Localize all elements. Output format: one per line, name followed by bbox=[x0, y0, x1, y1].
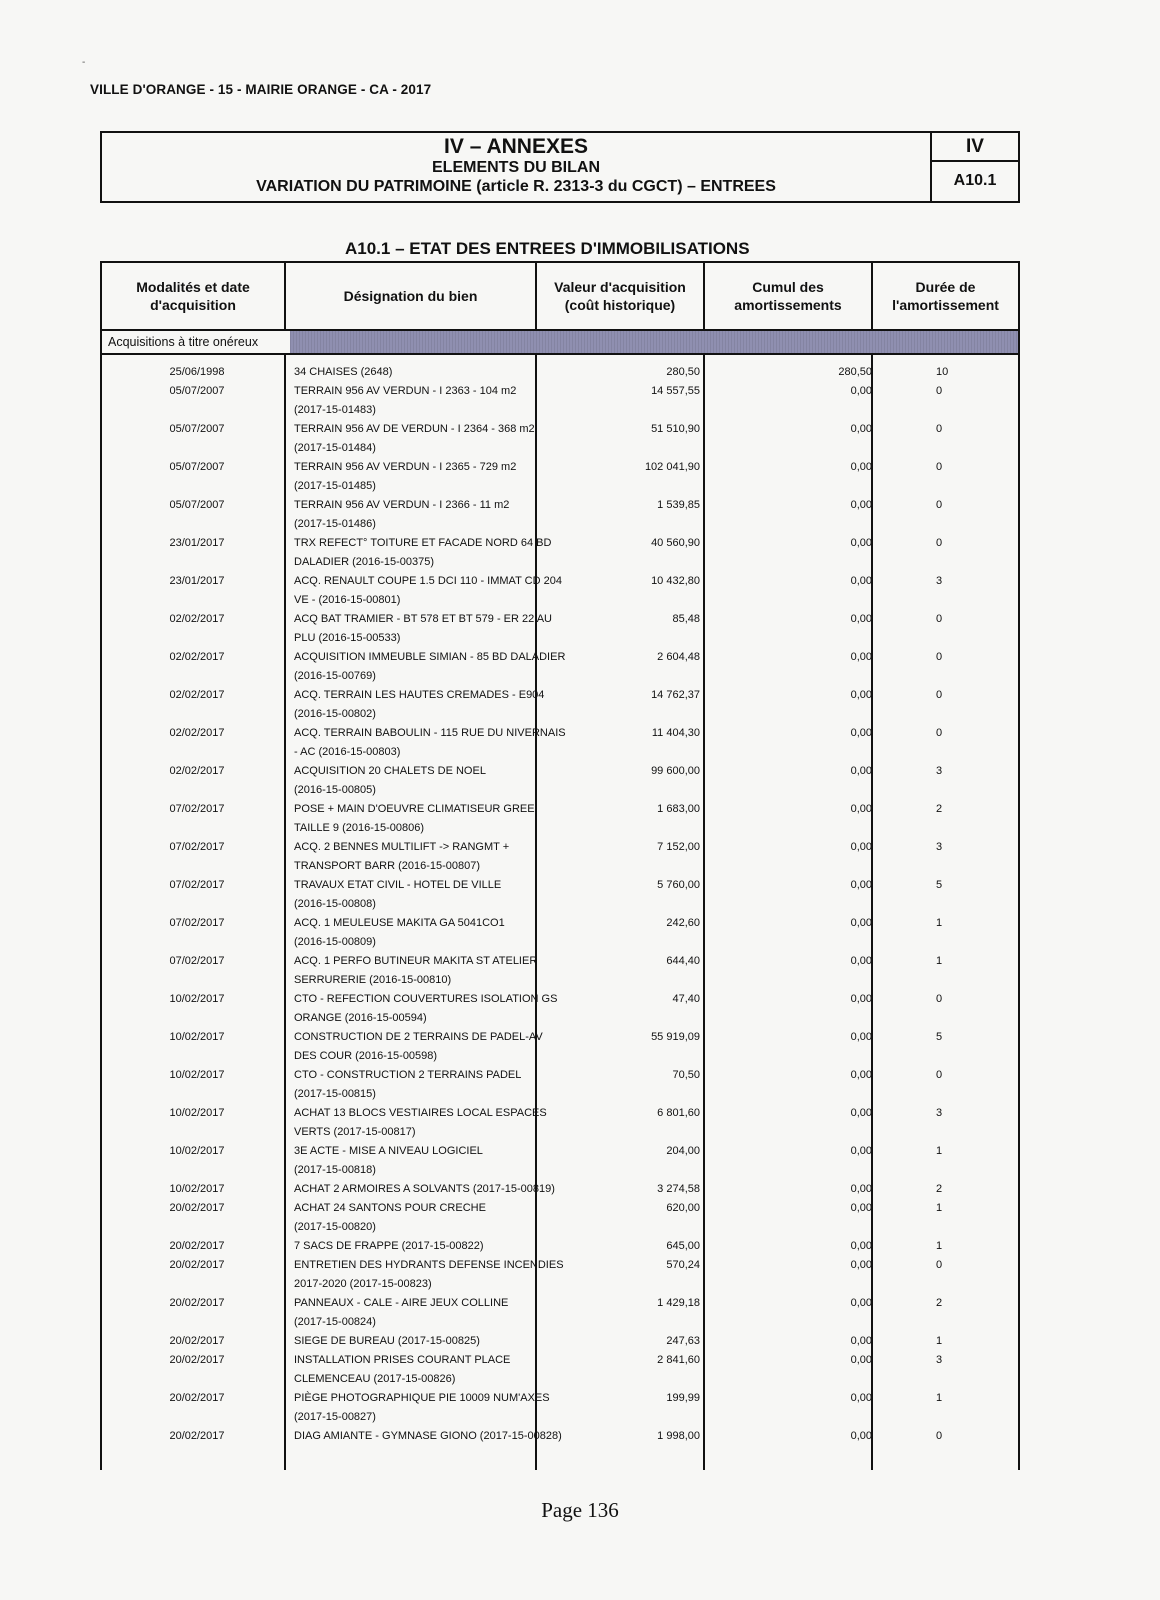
designation: ACQ. TERRAIN LES HAUTES CREMADES - E904 bbox=[294, 689, 545, 701]
acquisition-date: 05/07/2007 bbox=[169, 461, 225, 473]
acquisition-date: 10/02/2017 bbox=[169, 993, 225, 1005]
table-row bbox=[102, 838, 1018, 876]
designation: ACQUISITION IMMEUBLE SIMIAN - 85 BD DALADIER bbox=[294, 651, 566, 663]
acquisition-date: 20/02/2017 bbox=[169, 1430, 225, 1442]
section-title: IV – ANNEXES bbox=[444, 135, 588, 158]
designation-line-2: (2017-15-00818) bbox=[294, 1164, 376, 1176]
cumul-amortissements: 0,00 bbox=[850, 575, 872, 587]
table-row bbox=[102, 458, 1018, 496]
cumul-amortissements: 0,00 bbox=[850, 1259, 872, 1271]
designation-line-2: VERTS (2017-15-00817) bbox=[294, 1126, 416, 1138]
duree-amortissement: 0 bbox=[936, 499, 943, 511]
acquisition-date: 07/02/2017 bbox=[169, 917, 225, 929]
table-row bbox=[102, 382, 1018, 420]
table-body bbox=[102, 363, 1018, 1446]
cumul-amortissements: 0,00 bbox=[850, 461, 872, 473]
cumul-amortissements: 0,00 bbox=[850, 993, 872, 1005]
cumul-amortissements: 0,00 bbox=[850, 423, 872, 435]
acquisition-date: 10/02/2017 bbox=[169, 1183, 225, 1195]
cumul-amortissements: 0,00 bbox=[850, 499, 872, 511]
duree-amortissement: 2 bbox=[936, 803, 943, 815]
acquisition-date: 20/02/2017 bbox=[169, 1335, 225, 1347]
cumul-amortissements: 0,00 bbox=[850, 1430, 872, 1442]
designation-line-2: SERRURERIE (2016-15-00810) bbox=[294, 974, 452, 986]
cumul-amortissements: 0,00 bbox=[850, 803, 872, 815]
designation: PANNEAUX - CALE - AIRE JEUX COLLINE bbox=[294, 1297, 509, 1309]
duree-amortissement: 0 bbox=[936, 651, 943, 663]
duree-amortissement: 1 bbox=[936, 1392, 943, 1404]
cumul-amortissements: 0,00 bbox=[850, 1183, 872, 1195]
cumul-amortissements: 0,00 bbox=[850, 689, 872, 701]
table-row bbox=[102, 534, 1018, 572]
acquisition-value: 1 429,18 bbox=[657, 1297, 700, 1309]
acquisition-value: 51 510,90 bbox=[651, 423, 700, 435]
acquisition-value: 7 152,00 bbox=[657, 841, 700, 853]
designation-line-2: - AC (2016-15-00803) bbox=[294, 746, 401, 758]
table-row bbox=[102, 1237, 1018, 1256]
acquisition-date: 10/02/2017 bbox=[169, 1069, 225, 1081]
acquisition-value: 204,00 bbox=[666, 1145, 700, 1157]
col-header-duree: Durée de l'amortissement bbox=[892, 279, 999, 313]
table-row bbox=[102, 1256, 1018, 1294]
designation: CONSTRUCTION DE 2 TERRAINS DE PADEL-AV bbox=[294, 1031, 543, 1043]
duree-amortissement: 3 bbox=[936, 575, 943, 587]
designation: SIEGE DE BUREAU (2017-15-00825) bbox=[294, 1335, 480, 1347]
cumul-amortissements: 0,00 bbox=[850, 1145, 872, 1157]
duree-amortissement: 5 bbox=[936, 1031, 943, 1043]
acquisition-value: 570,24 bbox=[666, 1259, 700, 1271]
designation-line-2: TRANSPORT BARR (2016-15-00807) bbox=[294, 860, 481, 872]
section-code: IV bbox=[932, 133, 1018, 162]
designation: ACQUISITION 20 CHALETS DE NOEL bbox=[294, 765, 486, 777]
table-row bbox=[102, 1389, 1018, 1427]
acquisition-value: 242,60 bbox=[666, 917, 700, 929]
acquisition-date: 02/02/2017 bbox=[169, 689, 225, 701]
designation: INSTALLATION PRISES COURANT PLACE bbox=[294, 1354, 511, 1366]
acquisition-date: 02/02/2017 bbox=[169, 765, 225, 777]
designation-line-2: 2017-2020 (2017-15-00823) bbox=[294, 1278, 432, 1290]
acquisition-date: 10/02/2017 bbox=[169, 1145, 225, 1157]
table-title: A10.1 – ETAT DES ENTREES D'IMMOBILISATIONS bbox=[345, 239, 750, 258]
cumul-amortissements: 0,00 bbox=[850, 1354, 872, 1366]
designation-line-2: (2016-15-00808) bbox=[294, 898, 376, 910]
designation-line-2: (2017-15-01483) bbox=[294, 404, 376, 416]
designation: ENTRETIEN DES HYDRANTS DEFENSE INCENDIES bbox=[294, 1259, 564, 1271]
designation: POSE + MAIN D'OEUVRE CLIMATISEUR GREE bbox=[294, 803, 535, 815]
designation: TERRAIN 956 AV DE VERDUN - I 2364 - 368 m2 bbox=[294, 423, 535, 435]
duree-amortissement: 0 bbox=[936, 423, 943, 435]
acquisition-value: 247,63 bbox=[666, 1335, 700, 1347]
designation-line-2: (2016-15-00769) bbox=[294, 670, 376, 682]
acquisition-value: 645,00 bbox=[666, 1240, 700, 1252]
designation-line-2: CLEMENCEAU (2017-15-00826) bbox=[294, 1373, 456, 1385]
designation-line-2: DALADIER (2016-15-00375) bbox=[294, 556, 435, 568]
title-box bbox=[100, 131, 1020, 203]
acquisition-value: 2 604,48 bbox=[657, 651, 700, 663]
acquisition-value: 70,50 bbox=[672, 1069, 700, 1081]
designation: CTO - REFECTION COUVERTURES ISOLATION GS bbox=[294, 993, 558, 1005]
acquisition-date: 20/02/2017 bbox=[169, 1259, 225, 1271]
designation: TERRAIN 956 AV VERDUN - I 2365 - 729 m2 bbox=[294, 461, 517, 473]
cumul-amortissements: 0,00 bbox=[850, 1069, 872, 1081]
duree-amortissement: 0 bbox=[936, 1069, 943, 1081]
table-row bbox=[102, 1294, 1018, 1332]
section-label: Acquisitions à titre onéreux bbox=[102, 331, 288, 353]
designation: ACHAT 13 BLOCS VESTIAIRES LOCAL ESPACES bbox=[294, 1107, 547, 1119]
table-row bbox=[102, 1351, 1018, 1389]
acquisition-value: 1 683,00 bbox=[657, 803, 700, 815]
table-row bbox=[102, 1066, 1018, 1104]
table-row bbox=[102, 762, 1018, 800]
scan-mark: ‐ bbox=[82, 57, 86, 68]
title-main bbox=[102, 133, 932, 201]
acquisition-value: 10 432,80 bbox=[651, 575, 700, 587]
duree-amortissement: 2 bbox=[936, 1183, 943, 1195]
designation: DIAG AMIANTE - GYMNASE GIONO (2017-15-00828) bbox=[294, 1430, 562, 1442]
designation-line-2: PLU (2016-15-00533) bbox=[294, 632, 401, 644]
table-row bbox=[102, 1028, 1018, 1066]
table-row bbox=[102, 1180, 1018, 1199]
section-shading bbox=[290, 331, 1018, 353]
designation: ACQ BAT TRAMIER - BT 578 ET BT 579 - ER 22 AU bbox=[294, 613, 552, 625]
cumul-amortissements: 280,50 bbox=[838, 366, 872, 378]
duree-amortissement: 1 bbox=[936, 1240, 943, 1252]
table-row bbox=[102, 724, 1018, 762]
acquisition-value: 85,48 bbox=[672, 613, 700, 625]
table-row bbox=[102, 496, 1018, 534]
table-row bbox=[102, 952, 1018, 990]
acquisition-value: 55 919,09 bbox=[651, 1031, 700, 1043]
acquisition-date: 07/02/2017 bbox=[169, 841, 225, 853]
cumul-amortissements: 0,00 bbox=[850, 727, 872, 739]
acquisition-date: 07/02/2017 bbox=[169, 955, 225, 967]
table-row bbox=[102, 363, 1018, 382]
duree-amortissement: 3 bbox=[936, 1354, 943, 1366]
cumul-amortissements: 0,00 bbox=[850, 1202, 872, 1214]
designation-line-2: (2017-15-01486) bbox=[294, 518, 376, 530]
section-subtitle-2: VARIATION DU PATRIMOINE (article R. 2313-3 du CGCT) – ENTREES bbox=[256, 178, 776, 195]
duree-amortissement: 1 bbox=[936, 955, 943, 967]
col-header-cumul: Cumul des amortissements bbox=[734, 279, 842, 313]
acquisition-date: 07/02/2017 bbox=[169, 803, 225, 815]
duree-amortissement: 1 bbox=[936, 1202, 943, 1214]
designation-line-2: (2017-15-00827) bbox=[294, 1411, 376, 1423]
designation-line-2: DES COUR (2016-15-00598) bbox=[294, 1050, 438, 1062]
acquisition-value: 620,00 bbox=[666, 1202, 700, 1214]
cumul-amortissements: 0,00 bbox=[850, 879, 872, 891]
duree-amortissement: 0 bbox=[936, 993, 943, 1005]
designation: 7 SACS DE FRAPPE (2017-15-00822) bbox=[294, 1240, 484, 1252]
acquisition-value: 1 539,85 bbox=[657, 499, 700, 511]
col-header-date: Modalités et date d'acquisition bbox=[136, 279, 250, 313]
table-row bbox=[102, 1332, 1018, 1351]
acquisition-value: 14 762,37 bbox=[651, 689, 700, 701]
col-header-value: Valeur d'acquisition (coût historique) bbox=[554, 279, 686, 313]
cumul-amortissements: 0,00 bbox=[850, 765, 872, 777]
designation-line-2: (2017-15-01484) bbox=[294, 442, 376, 454]
acquisition-date: 23/01/2017 bbox=[169, 575, 225, 587]
duree-amortissement: 0 bbox=[936, 1430, 943, 1442]
cumul-amortissements: 0,00 bbox=[850, 1240, 872, 1252]
acquisition-value: 6 801,60 bbox=[657, 1107, 700, 1119]
designation: 34 CHAISES (2648) bbox=[294, 366, 393, 378]
acquisition-date: 20/02/2017 bbox=[169, 1202, 225, 1214]
acquisition-date: 05/07/2007 bbox=[169, 499, 225, 511]
cumul-amortissements: 0,00 bbox=[850, 1297, 872, 1309]
table-row bbox=[102, 914, 1018, 952]
designation-line-2: (2017-15-00824) bbox=[294, 1316, 376, 1328]
acquisition-date: 07/02/2017 bbox=[169, 879, 225, 891]
acquisition-value: 99 600,00 bbox=[651, 765, 700, 777]
acquisition-value: 14 557,55 bbox=[651, 385, 700, 397]
acquisition-value: 644,40 bbox=[666, 955, 700, 967]
cumul-amortissements: 0,00 bbox=[850, 385, 872, 397]
table-row bbox=[102, 572, 1018, 610]
cumul-amortissements: 0,00 bbox=[850, 613, 872, 625]
duree-amortissement: 1 bbox=[936, 1145, 943, 1157]
duree-amortissement: 0 bbox=[936, 537, 943, 549]
acquisition-date: 10/02/2017 bbox=[169, 1031, 225, 1043]
designation: ACHAT 2 ARMOIRES A SOLVANTS (2017-15-00819) bbox=[294, 1183, 555, 1195]
duree-amortissement: 5 bbox=[936, 879, 943, 891]
duree-amortissement: 0 bbox=[936, 689, 943, 701]
designation-line-2: (2016-15-00809) bbox=[294, 936, 376, 948]
table-row bbox=[102, 610, 1018, 648]
section-row bbox=[102, 331, 1018, 355]
designation: ACQ. RENAULT COUPE 1.5 DCI 110 - IMMAT CD 204 bbox=[294, 575, 562, 587]
cumul-amortissements: 0,00 bbox=[850, 1335, 872, 1347]
duree-amortissement: 0 bbox=[936, 385, 943, 397]
acquisition-date: 02/02/2017 bbox=[169, 651, 225, 663]
acquisition-value: 102 041,90 bbox=[644, 461, 700, 473]
acquisition-value: 5 760,00 bbox=[657, 879, 700, 891]
cumul-amortissements: 0,00 bbox=[850, 1392, 872, 1404]
acquisition-date: 02/02/2017 bbox=[169, 727, 225, 739]
acquisition-value: 11 404,30 bbox=[651, 727, 700, 739]
acquisition-date: 10/02/2017 bbox=[169, 1107, 225, 1119]
designation: ACHAT 24 SANTONS POUR CRECHE bbox=[294, 1202, 486, 1214]
designation: TERRAIN 956 AV VERDUN - I 2363 - 104 m2 bbox=[294, 385, 517, 397]
designation: TRX REFECT° TOITURE ET FACADE NORD 64 BD bbox=[294, 537, 552, 549]
designation-line-2: (2017-15-00815) bbox=[294, 1088, 376, 1100]
acquisition-value: 280,50 bbox=[666, 366, 700, 378]
acquisition-date: 20/02/2017 bbox=[169, 1240, 225, 1252]
acquisition-value: 199,99 bbox=[666, 1392, 700, 1404]
table-row bbox=[102, 800, 1018, 838]
acquisition-date: 20/02/2017 bbox=[169, 1354, 225, 1366]
acquisition-date: 20/02/2017 bbox=[169, 1297, 225, 1309]
designation: ACQ. 1 PERFO BUTINEUR MAKITA ST ATELIER bbox=[294, 955, 538, 967]
duree-amortissement: 1 bbox=[936, 1335, 943, 1347]
page-number: Page 136 bbox=[541, 1498, 619, 1522]
table-row bbox=[102, 420, 1018, 458]
duree-amortissement: 0 bbox=[936, 1259, 943, 1271]
duree-amortissement: 3 bbox=[936, 1107, 943, 1119]
section-subtitle: ELEMENTS DU BILAN bbox=[432, 159, 600, 176]
col-header-designation: Désignation du bien bbox=[343, 288, 478, 304]
acquisition-date: 25/06/1998 bbox=[169, 366, 225, 378]
acquisition-date: 23/01/2017 bbox=[169, 537, 225, 549]
designation: TERRAIN 956 AV VERDUN - I 2366 - 11 m2 bbox=[294, 499, 510, 511]
designation-line-2: (2016-15-00805) bbox=[294, 784, 376, 796]
designation-line-2: (2017-15-01485) bbox=[294, 480, 376, 492]
designation-line-2: ORANGE (2016-15-00594) bbox=[294, 1012, 427, 1024]
designation: 3E ACTE - MISE A NIVEAU LOGICIEL bbox=[294, 1145, 483, 1157]
duree-amortissement: 3 bbox=[936, 841, 943, 853]
designation-line-2: (2016-15-00802) bbox=[294, 708, 376, 720]
designation: TRAVAUX ETAT CIVIL - HOTEL DE VILLE bbox=[294, 879, 502, 891]
title-codes bbox=[932, 133, 1018, 201]
acquisition-value: 2 841,60 bbox=[657, 1354, 700, 1366]
entries-table bbox=[100, 261, 1020, 1470]
duree-amortissement: 0 bbox=[936, 613, 943, 625]
designation-line-2: TAILLE 9 (2016-15-00806) bbox=[294, 822, 425, 834]
duree-amortissement: 3 bbox=[936, 765, 943, 777]
designation-line-2: VE - (2016-15-00801) bbox=[294, 594, 401, 606]
table-header bbox=[102, 263, 1018, 331]
acquisition-date: 20/02/2017 bbox=[169, 1392, 225, 1404]
cumul-amortissements: 0,00 bbox=[850, 917, 872, 929]
designation: PIÈGE PHOTOGRAPHIQUE PIE 10009 NUM'AXES bbox=[294, 1392, 550, 1404]
annex-code: A10.1 bbox=[953, 172, 997, 189]
cumul-amortissements: 0,00 bbox=[850, 1107, 872, 1119]
acquisition-value: 3 274,58 bbox=[657, 1183, 700, 1195]
designation: CTO - CONSTRUCTION 2 TERRAINS PADEL bbox=[294, 1069, 522, 1081]
designation: ACQ. 1 MEULEUSE MAKITA GA 5041CO1 bbox=[294, 917, 505, 929]
designation: ACQ. 2 BENNES MULTILIFT -> RANGMT + bbox=[294, 841, 510, 853]
table-row bbox=[102, 686, 1018, 724]
duree-amortissement: 10 bbox=[936, 366, 949, 378]
table-row bbox=[102, 1104, 1018, 1142]
cumul-amortissements: 0,00 bbox=[850, 651, 872, 663]
cumul-amortissements: 0,00 bbox=[850, 537, 872, 549]
table-row bbox=[102, 1199, 1018, 1237]
table-row bbox=[102, 876, 1018, 914]
acquisition-value: 1 998,00 bbox=[657, 1430, 700, 1442]
duree-amortissement: 0 bbox=[936, 727, 943, 739]
page-header: VILLE D'ORANGE - 15 - MAIRIE ORANGE - CA - 2017 bbox=[90, 82, 432, 97]
acquisition-value: 47,40 bbox=[672, 993, 700, 1005]
designation: ACQ. TERRAIN BABOULIN - 115 RUE DU NIVERNAIS bbox=[294, 727, 566, 739]
acquisition-date: 05/07/2007 bbox=[169, 423, 225, 435]
duree-amortissement: 1 bbox=[936, 917, 943, 929]
designation-line-2: (2017-15-00820) bbox=[294, 1221, 376, 1233]
cumul-amortissements: 0,00 bbox=[850, 955, 872, 967]
table-row bbox=[102, 1427, 1018, 1446]
cumul-amortissements: 0,00 bbox=[850, 841, 872, 853]
cumul-amortissements: 0,00 bbox=[850, 1031, 872, 1043]
table-row bbox=[102, 648, 1018, 686]
duree-amortissement: 2 bbox=[936, 1297, 943, 1309]
table-row bbox=[102, 990, 1018, 1028]
acquisition-date: 05/07/2007 bbox=[169, 385, 225, 397]
acquisition-date: 02/02/2017 bbox=[169, 613, 225, 625]
duree-amortissement: 0 bbox=[936, 461, 943, 473]
acquisition-value: 40 560,90 bbox=[651, 537, 700, 549]
table-row bbox=[102, 1142, 1018, 1180]
